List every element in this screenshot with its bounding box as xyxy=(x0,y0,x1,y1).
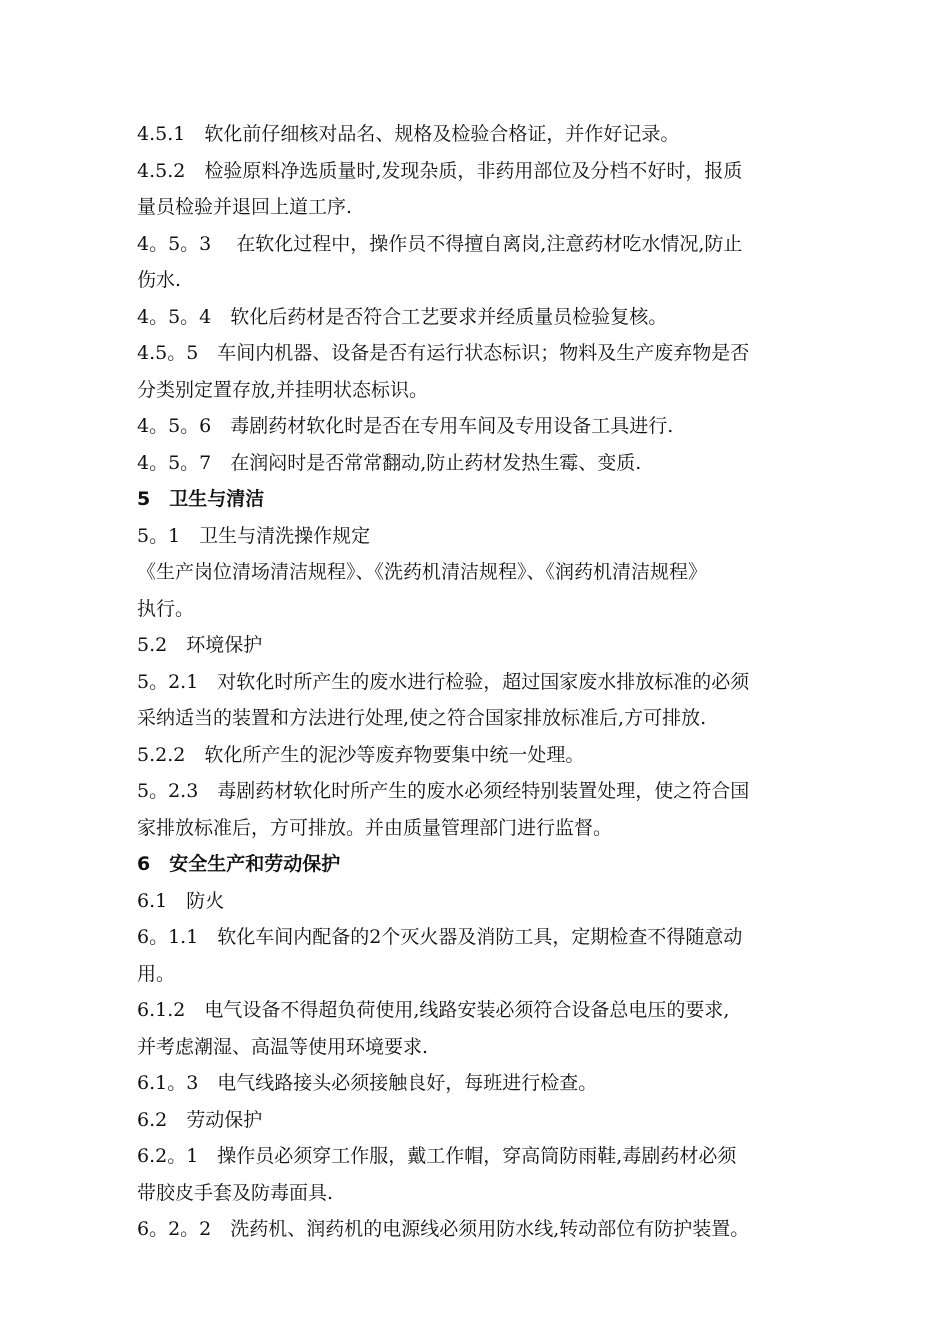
paragraph-line: 采纳适当的装置和方法进行处理,使之符合国家排放标准后,方可排放. xyxy=(137,707,707,729)
paragraph-line: 5。2.3 毒剧药材软化时所产生的废水必须经特别装置处理，使之符合国 xyxy=(137,780,750,802)
paragraph-line: 5。2.1 对软化时所产生的废水进行检验，超过国家废水排放标准的必须 xyxy=(137,670,750,693)
paragraph-line: 4.5。5 车间内机器、设备是否有运行状态标识；物料及生产废弃物是否 xyxy=(137,342,750,364)
section-heading: 6 安全生产和劳动保护 xyxy=(137,853,341,875)
paragraph-line: 分类别定置存放,并挂明状态标识。 xyxy=(137,378,429,401)
paragraph-line: 4。5。6 毒剧药材软化时是否在专用车间及专用设备工具进行. xyxy=(137,415,674,437)
paragraph-line: 4。5。4 软化后药材是否符合工艺要求并经质量员检验复核。 xyxy=(137,305,668,328)
paragraph-line: 6.1。3 电气线路接头必须接触良好，每班进行检查。 xyxy=(137,1072,598,1094)
paragraph-line: 家排放标准后，方可排放。并由质量管理部门进行监督。 xyxy=(137,816,613,839)
paragraph-line: 6.1.2 电气设备不得超负荷使用,线路安装必须符合设备总电压的要求, xyxy=(137,999,730,1021)
paragraph-line: 6。2。2 洗药机、润药机的电源线必须用防水线,转动部位有防护装置。 xyxy=(137,1218,750,1240)
paragraph-line: 4.5.2 检验原料净选质量时,发现杂质，非药用部位及分档不好时，报质 xyxy=(137,159,743,182)
paragraph-line: 5.2.2 软化所产生的泥沙等废弃物要集中统一处理。 xyxy=(137,743,585,766)
paragraph-line: 6.2。1 操作员必须穿工作服，戴工作帽，穿高筒防雨鞋,毒剧药材必须 xyxy=(137,1145,737,1167)
paragraph-line: 带胶皮手套及防毒面具. xyxy=(137,1181,334,1204)
subsection-heading: 6.2 劳动保护 xyxy=(137,1108,263,1131)
subsection-heading: 5.2 环境保护 xyxy=(137,634,263,656)
paragraph-line: 量员检验并退回上道工序. xyxy=(137,196,353,218)
paragraph-line: 执行。 xyxy=(137,597,195,620)
section-heading: 5 卫生与清洁 xyxy=(137,488,265,510)
paragraph-line: 4.5.1 软化前仔细核对品名、规格及检验合格证，并作好记录。 xyxy=(137,123,680,145)
paragraph-line: 《生产岗位清场清洁规程》、《洗药机清洁规程》、《润药机清洁规程》 xyxy=(137,561,708,583)
paragraph-line: 4。5。7 在润闷时是否常常翻动,防止药材发热生霉、变质. xyxy=(137,451,642,474)
paragraph-line: 伤水. xyxy=(137,269,182,291)
paragraph-line: 并考虑潮湿、高温等使用环境要求. xyxy=(137,1035,429,1058)
paragraph-line: 6。1.1 软化车间内配备的2个灭火器及消防工具，定期检查不得随意动 xyxy=(137,926,743,948)
paragraph-line: 4。5。3 在软化过程中，操作员不得擅自离岗,注意药材吃水情况,防止 xyxy=(137,232,743,255)
paragraph-line: 用。 xyxy=(137,962,176,985)
subsection-heading: 5。1 卫生与清洗操作规定 xyxy=(137,524,371,547)
subsection-heading: 6.1 防火 xyxy=(137,889,225,912)
